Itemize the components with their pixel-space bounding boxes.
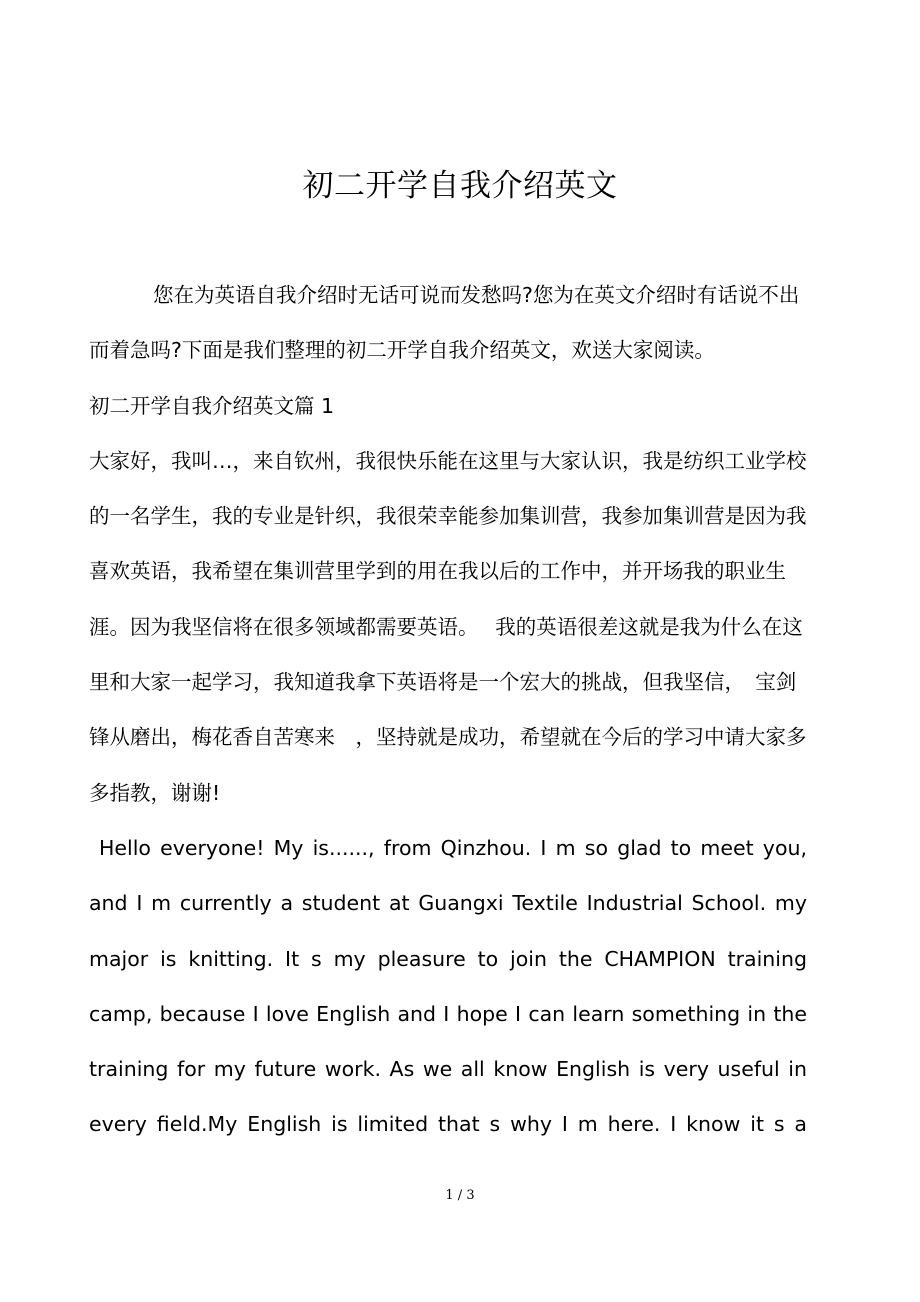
- english-line: and I m currently a student at Guangxi Textile Industrial School. my: [89, 891, 807, 916]
- document-body: [89, 268, 807, 1153]
- english-line: Hello everyone! My is......, from Qinzhou. I m so glad to meet you,: [99, 835, 807, 860]
- english-line: major is knitting. It s my pleasure to join the CHAMPION training: [89, 946, 807, 971]
- page-number: 1 / 3: [445, 1188, 475, 1203]
- document-title: 初二开学自我介绍英文: [302, 168, 618, 204]
- english-line: training for my future work. As we all know English is very useful in: [89, 1057, 807, 1082]
- chinese-paragraph: 大家好，我叫…，来自钦州，我很快乐能在这里与大家认识，我是纺织工业学校的一名学生，我的专业是针织，我很荣幸能参加集训营，我参加集训营是因为我喜欢英语，我希望在集训营里学到的用在我以后的工作中，并开场我的职业生涯。因为我坚信将在很多领域都需要英语。 我的英语很差这就是我为什么在这里和大家一起学习，我知道我拿下英语将是一个宏大的挑战，但我坚信， 宝剑锋从磨出，梅花香自苦寒来 ，坚持就是成功，希望就在今后的学习中请大家多多指教，谢谢!: [89, 448, 807, 805]
- english-line: camp, because I love English and I hope I can learn something in the: [89, 1001, 807, 1026]
- english-paragraph: [89, 821, 807, 1153]
- section-heading: 初二开学自我介绍英文篇 1: [89, 393, 335, 418]
- english-line: every field.My English is limited that s why I m here. I know it s a: [89, 1112, 807, 1137]
- intro-paragraph: 您在为英语自我介绍时无话可说而发愁吗?您为在英文介绍时有话说不出而着急吗?下面是我们整理的初二开学自我介绍英文，欢送大家阅读。: [89, 283, 800, 363]
